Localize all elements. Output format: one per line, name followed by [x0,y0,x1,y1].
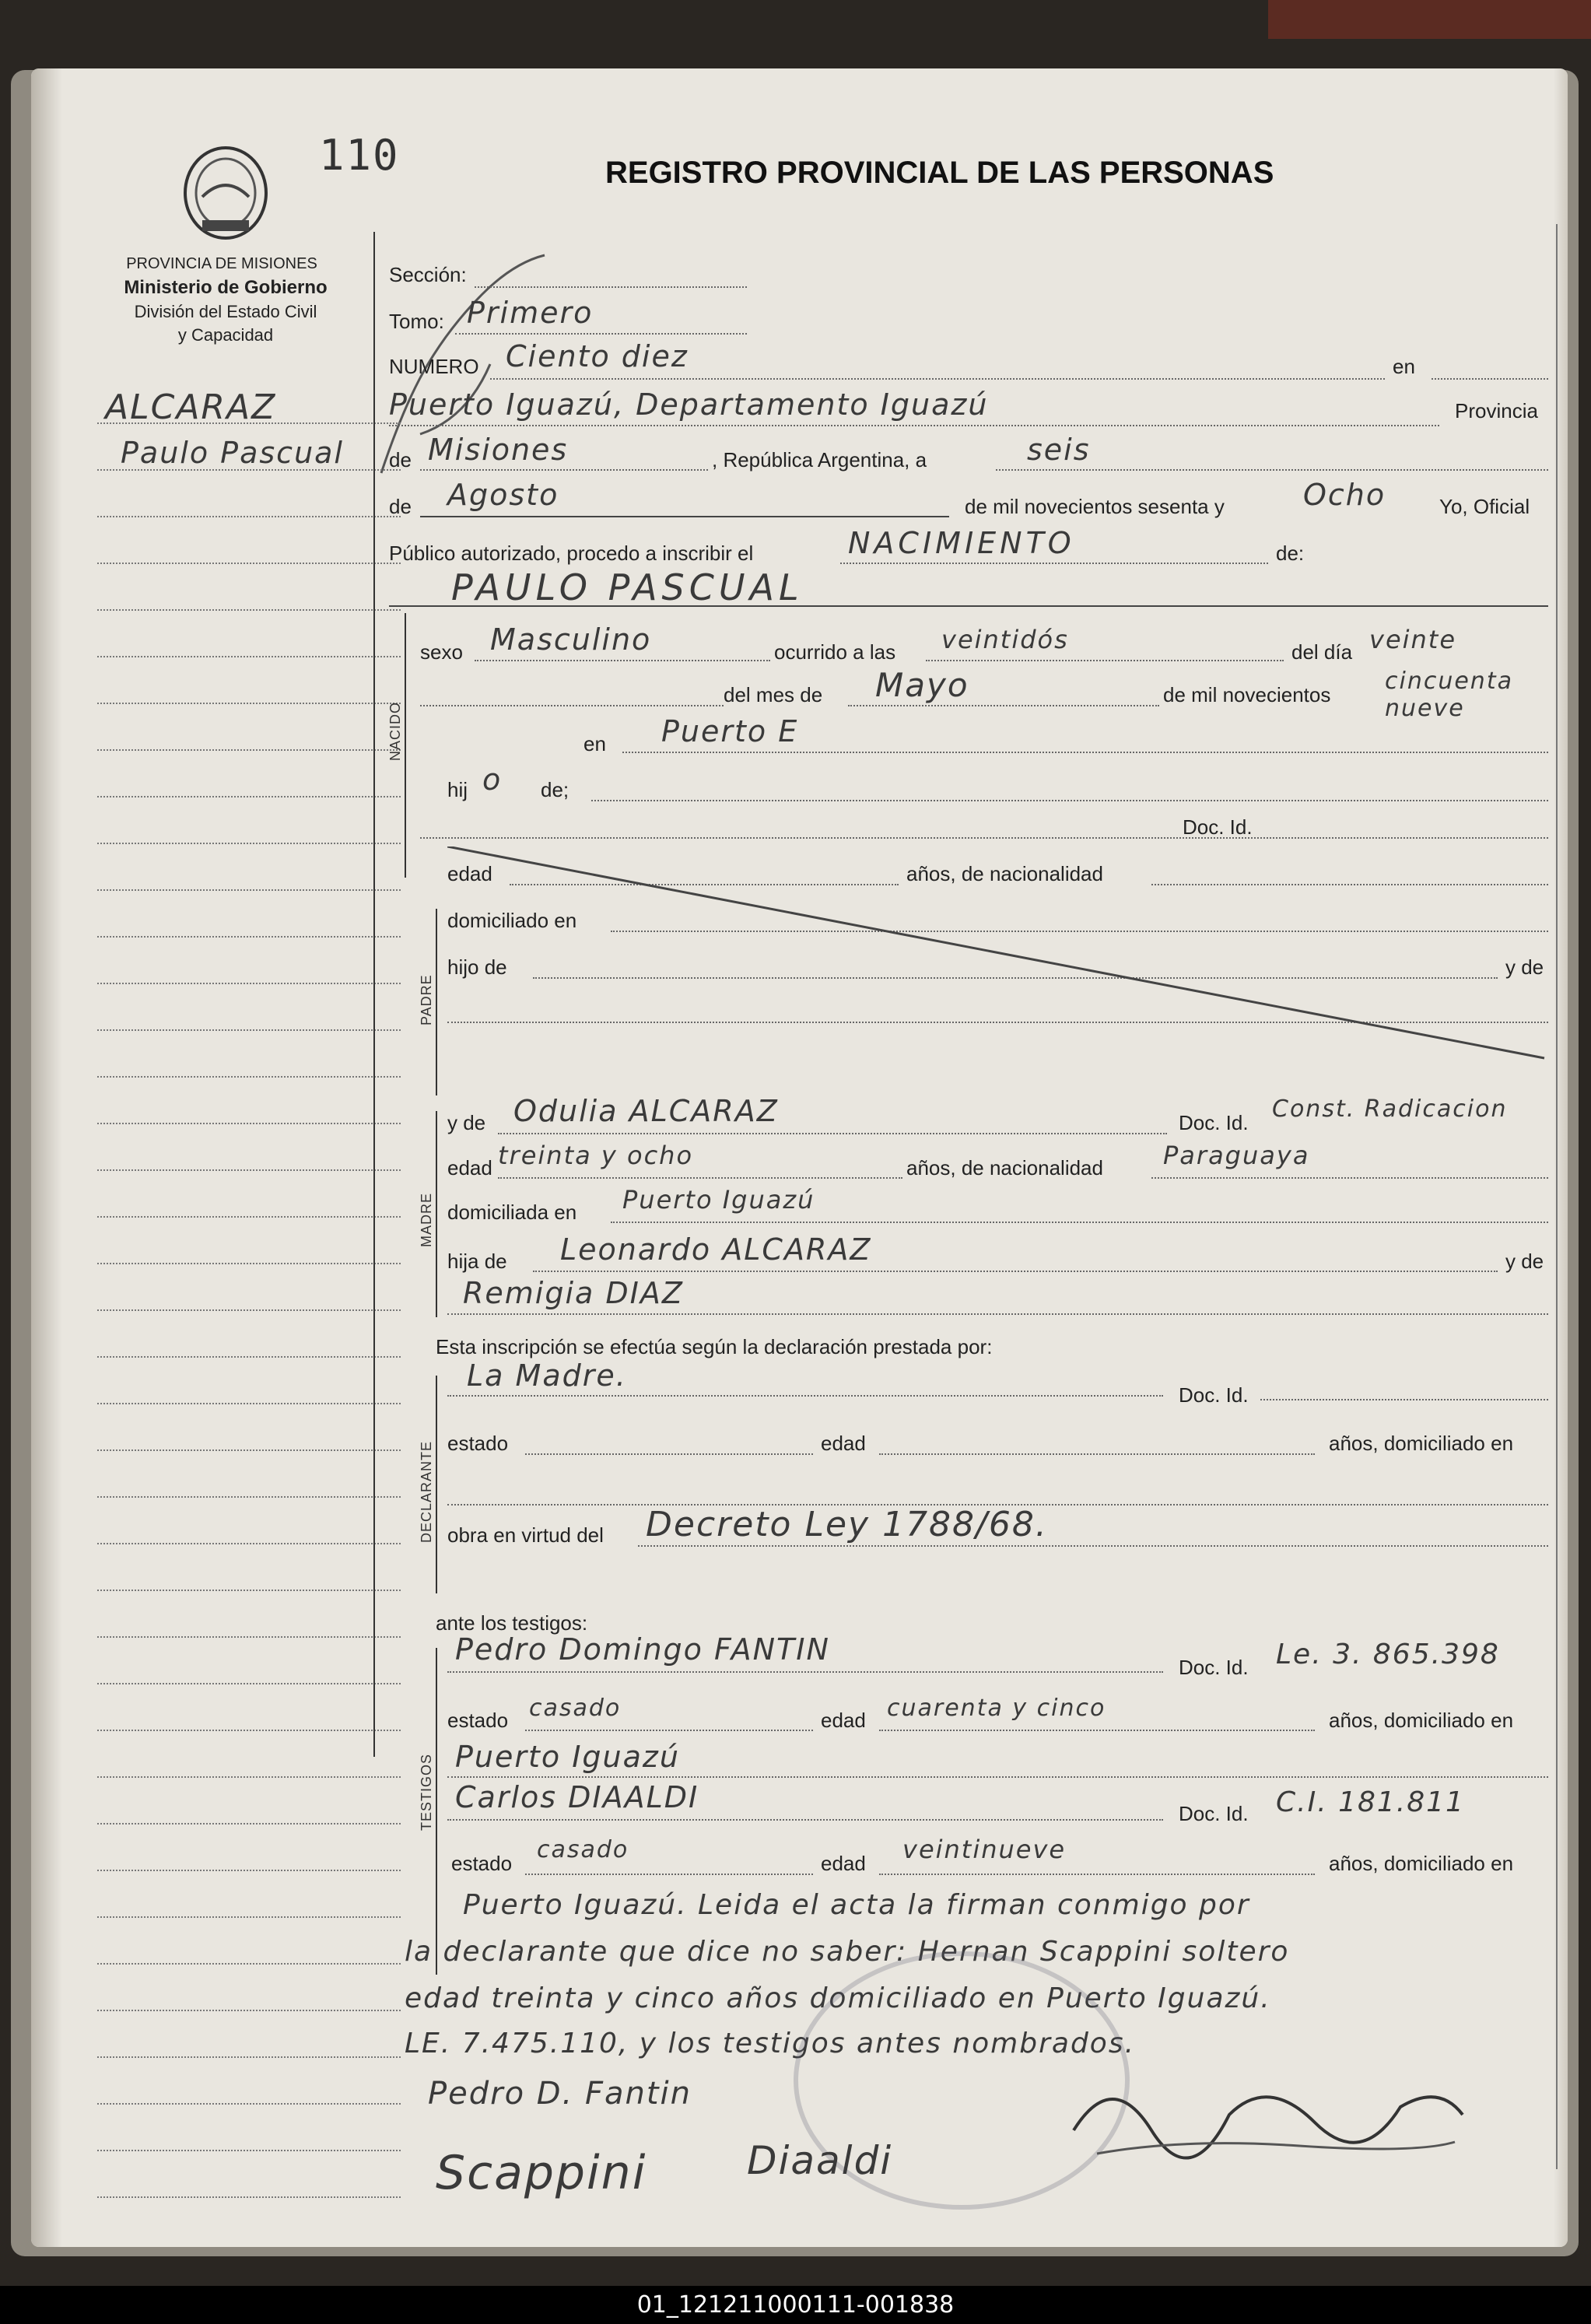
acto-line [840,563,1268,564]
margin-line [97,889,401,891]
margin-line [97,1123,401,1124]
testigo1-dom-label: años, domiciliado en [1329,1709,1514,1732]
testigo2-line [447,1819,1163,1821]
declarante-edad-line [879,1453,1315,1455]
margin-line [97,1169,401,1171]
testigo2-dom-label: años, domiciliado en [1329,1852,1514,1875]
mes-nac-lead-line [420,705,724,706]
provincia-value: Misiones [428,433,569,467]
testigo2-edad-line [879,1874,1315,1875]
numero-line [490,378,1385,380]
margin-line [97,1730,401,1731]
margin-line [97,2056,401,2058]
lugar-line [389,425,1439,426]
mil-novecientos-label: de mil novecientos sesenta y [965,495,1225,518]
madre-nombre-value: Odulia ALCARAZ [513,1094,779,1128]
obra-line [638,1545,1548,1547]
register-page [31,68,1568,2247]
de-label-2: de [389,495,412,518]
testigo1-estado-value: casado [529,1695,622,1722]
madre-doc-label: Doc. Id. [1179,1111,1249,1134]
seccion-line [475,286,747,288]
dia-value: seis [1027,433,1091,467]
margin-surname: ALCARAZ [105,387,277,427]
madre-nombre-line [498,1133,1167,1134]
madre-madre-value: Remigia DIAZ [463,1276,684,1310]
madre-dom-label: domiciliada en [447,1201,577,1224]
testigo1-dom-value: Puerto Iguazú [455,1740,680,1774]
margin-line [97,1683,401,1684]
lugar-nac-line [622,752,1548,753]
testigo2-estado-line [525,1874,813,1875]
margin-line [97,1823,401,1824]
nacido-bracket [405,613,406,878]
archive-identifier: 01_121211000111-001838 [0,2286,1591,2324]
declarante-estado-label: estado [447,1432,509,1455]
madre-edad-label: edad [447,1156,492,1180]
margin-given-names: Paulo Pascual [121,436,344,470]
tomo-line [455,333,747,335]
doc-id-line-1 [420,837,1548,839]
madre-hija-line [533,1271,1498,1272]
page-spine-shadow [31,68,62,2247]
dia-line [996,469,1548,471]
del-mes-label: del mes de [724,683,823,706]
signature-diaaldi: Diaaldi [747,2138,893,2183]
section-declarante: DECLARANTE [419,1440,434,1543]
padre-nac-label: años, de nacionalidad [906,862,1103,885]
org-line-4: y Capacidad [177,325,274,345]
madre-padre-value: Leonardo ALCARAZ [560,1232,872,1267]
testigos-label: ante los testigos: [436,1611,588,1635]
lugar-value: Puerto Iguazú, Departamento Iguazú [389,387,989,422]
mes-nac-value: Mayo [875,666,969,704]
declarante-estado-line [525,1453,813,1455]
margin-line [97,983,401,984]
dia-nac-value: veinte [1369,625,1457,654]
margin-line [97,1263,401,1264]
nota-line-3: edad treinta y cinco años domiciliado en Puerto Iguazú. [405,1982,1271,2014]
mil-novecientos-nac-label: de mil novecientos [1163,683,1331,706]
madre-madre-line [447,1313,1548,1315]
madre-y-de-2-label: y de [1505,1250,1544,1273]
madre-y-de-label: y de [447,1111,486,1134]
tomo-label: Tomo: [389,310,444,333]
padre-y-de-label: y de [1505,955,1544,979]
acto-value: NACIMIENTO [848,526,1075,560]
padre-edad-label: edad [447,862,492,885]
right-border [1556,224,1558,2169]
mes-nac-line [848,705,1159,706]
book-cover-edge [1268,0,1591,39]
provincia-label: Provincia [1455,399,1538,422]
publico-label: Público autorizado, procedo a inscribir el [389,542,754,565]
margin-line [97,1356,401,1358]
margin-line [97,2150,401,2151]
org-line-3: División del Estado Civil [134,302,317,321]
signature-fantin: Pedro D. Fantin [428,2076,692,2112]
margin-line [97,609,401,611]
declarante-doc-label: Doc. Id. [1179,1383,1249,1407]
anio-nac-value: cincuenta nueve [1385,668,1513,722]
en-line [1432,378,1548,380]
declarante-doc-line [1260,1399,1548,1400]
madre-edad-line [498,1177,902,1179]
section-padre: PADRE [419,974,434,1025]
margin-line [97,1029,401,1031]
en-label: en [1393,355,1415,378]
declarante-dom-label: años, domiciliado en [1329,1432,1514,1455]
testigo1-nombre: Pedro Domingo FANTIN [455,1632,830,1667]
margin-line [97,703,401,704]
tomo-value: Primero [467,296,594,330]
declarante-bracket [436,1376,437,1593]
hij-line [591,800,1548,801]
provincial-seal-icon [179,142,272,244]
padre-bracket [436,909,437,1095]
testigo1-doc-value: Le. 3. 865.398 [1276,1639,1500,1670]
nota-line-1: Puerto Iguazú. Leida el acta la firman conmigo por [463,1889,1250,1921]
testigos-bracket [436,1648,437,1975]
testigo1-edad-line [879,1730,1315,1731]
obra-label: obra en virtud del [447,1523,604,1547]
provincia-line [420,469,708,471]
section-testigos: TESTIGOS [419,1753,434,1831]
numero-value: Ciento diez [506,339,689,373]
madre-nac-value: Paraguaya [1163,1141,1310,1170]
testigo2-doc-label: Doc. Id. [1179,1802,1249,1825]
yo-oficial-label: Yo, Oficial [1439,495,1530,518]
testigo2-estado-label: estado [451,1852,513,1875]
doc-id-label-1: Doc. Id. [1183,815,1253,839]
testigo1-edad-label: edad [821,1709,866,1732]
seccion-label: Sección: [389,263,467,286]
testigo2-estado-value: casado [537,1836,629,1863]
lugar-nac-value: Puerto E [661,714,799,748]
testigo1-estado-label: estado [447,1709,509,1732]
madre-nac-line [1151,1177,1548,1179]
madre-doc-value: Const. Radicacion [1272,1095,1508,1123]
declaracion-label: Esta inscripción se efectúa según la declaración prestada por: [436,1335,993,1358]
official-signature [1066,2060,1470,2177]
mes-value: Agosto [447,478,559,512]
madre-nac-label: años, de nacionalidad [906,1156,1103,1180]
madre-dom-value: Puerto Iguazú [622,1185,815,1215]
margin-line [97,422,401,424]
madre-hija-label: hija de [447,1250,507,1273]
declarante-edad-label: edad [821,1432,866,1455]
margin-line [97,936,401,938]
margin-line [97,1963,401,1965]
del-dia-label: del día [1291,640,1353,664]
margin-line [97,1309,401,1311]
margin-line [97,1543,401,1544]
margin-line [97,1590,401,1591]
testigo1-edad-value: cuarenta y cinco [887,1695,1106,1722]
padre-hijo-label: hijo de [447,955,507,979]
de-colon-label: de: [1276,542,1305,565]
republica-label: , República Argentina, a [712,448,927,471]
margin-line [97,469,401,471]
declarante-value: La Madre. [467,1358,627,1393]
testigo1-line [447,1671,1163,1673]
hij-value: o [482,762,503,797]
nombre-line [389,605,1548,607]
madre-edad-value: treinta y ocho [498,1141,694,1170]
hij-label: hij [447,778,468,801]
margin-line [97,796,401,797]
column-divider [373,232,375,1757]
margin-line [97,563,401,564]
margin-line [97,2103,401,2105]
margin-line [97,516,401,517]
margin-line [97,1403,401,1404]
madre-dom-line [611,1222,1548,1223]
hora-value: veintidós [941,625,1069,654]
de-label: de [389,448,412,471]
sexo-label: sexo [420,640,463,664]
signature-scappini: Scappini [436,2146,647,2200]
padre-cross-out [447,847,1552,1064]
testigo2-doc-value: C.I. 181.811 [1276,1786,1465,1818]
testigo2-edad-label: edad [821,1852,866,1875]
margin-line [97,1076,401,1078]
ocurrido-label: ocurrido a las [774,640,896,664]
org-line-1: PROVINCIA DE MISIONES [126,255,317,272]
numero-label: NUMERO [389,355,479,378]
page-number: 110 [319,131,400,180]
padre-dom-label: domiciliado en [447,909,577,932]
nombre-value: PAULO PASCUAL [451,566,804,608]
mes-line [420,516,949,517]
margin-line [97,1870,401,1871]
org-line-2: Ministerio de Gobierno [124,277,328,298]
testigo1-doc-label: Doc. Id. [1179,1656,1249,1679]
margin-line [97,1449,401,1451]
anio-value: Ocho [1303,478,1386,512]
margin-line [97,2010,401,2011]
declarante-line [447,1395,1163,1397]
en-nac-label: en [583,732,606,755]
madre-bracket [436,1111,437,1317]
sexo-value: Masculino [490,622,652,657]
hora-line [926,660,1284,661]
hij-de-label: de; [541,778,569,801]
margin-line [97,1216,401,1218]
margin-line [97,1776,401,1778]
testigo2-nombre: Carlos DIAALDI [455,1780,699,1814]
sexo-line [475,660,770,661]
section-madre: MADRE [419,1192,434,1247]
decreto-value: Decreto Ley 1788/68. [646,1505,1048,1544]
nota-line-2: la declarante que dice no saber: Hernan Scappini soltero [405,1936,1290,1968]
margin-line [97,1636,401,1638]
margin-line [97,1916,401,1918]
margin-line [97,1496,401,1498]
margin-line [97,749,401,751]
margin-line [97,843,401,844]
nota-line-4: LE. 7.475.110, y los testigos antes nombrados. [405,2028,1136,2059]
testigo2-edad-value: veintinueve [902,1835,1067,1864]
document-title: REGISTRO PROVINCIAL DE LAS PERSONAS [605,156,1274,190]
section-nacido: NACIDO [387,701,403,761]
testigo1-dom-line [447,1776,1548,1778]
testigo1-estado-line [525,1730,813,1731]
margin-line [97,2196,401,2198]
margin-line [97,656,401,657]
